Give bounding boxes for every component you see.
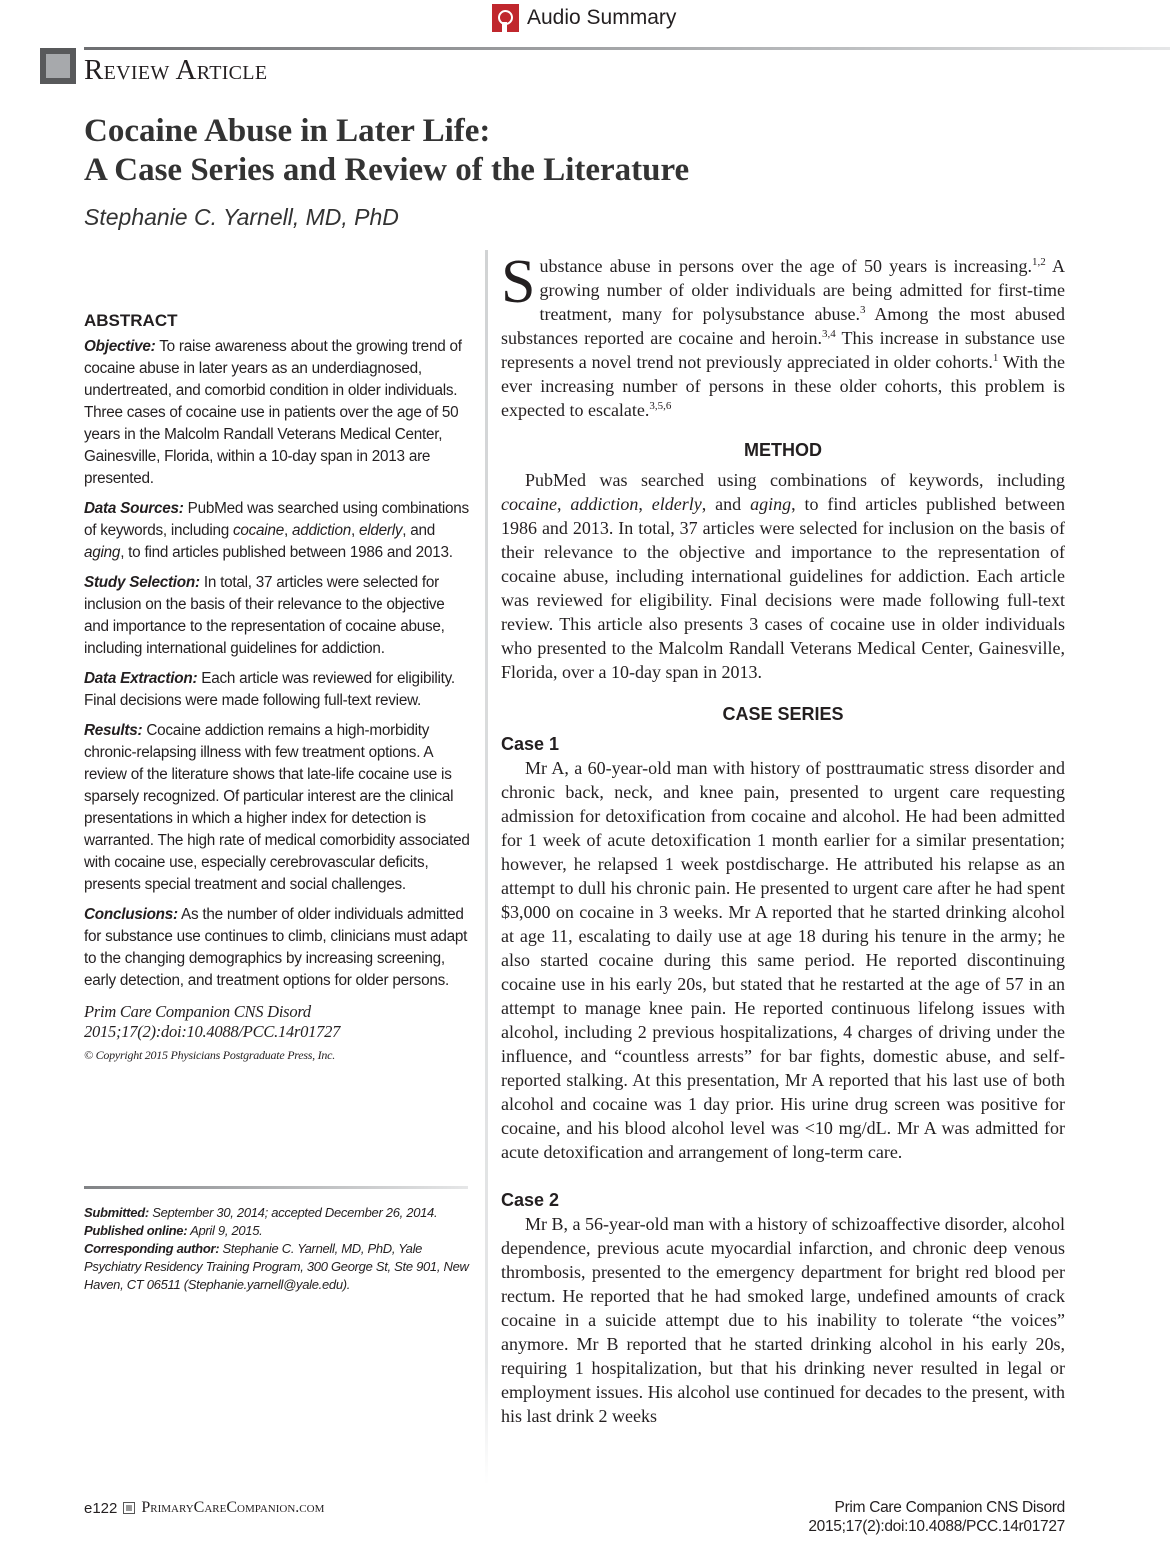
abstract [84, 310, 470, 1066]
abstract-objective [84, 336, 470, 490]
title-line-2: A Case Series and Review of the Literature [84, 152, 690, 188]
case2-heading: Case 2 [501, 1190, 560, 1210]
label: Study Selection: [84, 574, 200, 591]
citation-ref[interactable]: 1 [992, 352, 999, 364]
audio-summary-icon [492, 4, 519, 32]
abstract-data-extraction [84, 668, 470, 712]
keyword: addiction [570, 494, 639, 514]
abstract-data-sources [84, 498, 470, 564]
article-body [501, 248, 1066, 1428]
footer-doi: 2015;17(2):doi:10.4088/PCC.14r01727 [808, 1518, 1065, 1535]
article-type: Review Article [84, 54, 268, 86]
case2-paragraph: Mr B, a 56-year-old man with a history of schizoaffective disorder, alcohol dependence, previous acute myocardial infarction, and chronic deep venous thrombosis, presented to the emergency department for bright red blood per rectum. He reported that he had smoked large, undefined amounts of crack cocaine in a suicide attempt due to his inability to tolerate “the voices” anymore. Mr B reported that he started drinking alcohol in his early 20s, requiring 1 hospitalization, but that his drinking never resulted in legal or employment issues. His alcohol use continued for decades to the present, with his last drink 2 weeks [501, 1214, 1065, 1426]
text: , to find articles published between 1986 and 2013. [120, 544, 453, 561]
keyword: aging [84, 544, 121, 561]
case1-paragraph: Mr A, a 60-year-old man with history of posttraumatic stress disorder and chronic back, neck, and knee pain, presented to urgent care requesting admission for detoxification from cocaine and alcohol. He had been admitted for 1 week of acute detoxification 1 month earlier for a similar presentation; however, he relapsed 1 week postdischarge. He attributed his relapse as an attempt to dull his chronic pain. He presented to urgent care after he had spent $3,000 on cocaine in 3 weeks. Mr A reported that he started drinking alcohol at age 11, escalating to daily use at age 18 during his tenure in the army; he also started cocaine during this same period. He reported discontinuing cocaine use in his early 20s, but stated that he restarted at the age of 57 in an attempt to manage knee pain. He reported continuous lifelong issues with alcohol, including 2 previous hospitalizations, 4 charges of driving under the influence, and “countless arrests” for bar fights, domestic abuse, and self-reported stalking. At this presentation, Mr A reported that his last use of both alcohol and cocaine was 1 day prior. His urine drug screen was positive for cocaine, and his blood alcohol level was <10 mg/dL. Mr A was admitted for acute detoxification and arrangement of long-term care. [501, 758, 1065, 1162]
method-paragraph [501, 468, 1065, 684]
keyword: addiction [291, 522, 351, 539]
citation-ref[interactable]: 3,5,6 [649, 400, 672, 412]
abstract-divider [84, 1186, 468, 1189]
label: Results: [84, 722, 143, 739]
keyword: cocaine [501, 494, 557, 514]
section-square-icon [40, 48, 76, 84]
label: Objective: [84, 338, 156, 355]
case-series-heading: CASE SERIES [722, 704, 844, 724]
keyword: elderly [358, 522, 403, 539]
drop-cap: S [501, 248, 536, 316]
citation-ref[interactable]: 1,2 [1032, 256, 1046, 268]
text: , and [701, 494, 751, 514]
title-line-1: Cocaine Abuse in Later Life: [84, 113, 491, 149]
text: PubMed was searched using combinations of keywords, including [84, 500, 469, 539]
text: ubstance abuse in persons over the age of 50 years is increasing. [539, 256, 1033, 276]
footer-left [84, 1499, 324, 1517]
method-heading: METHOD [744, 440, 822, 460]
text: Cocaine addiction remains a high-morbidity chronic-relapsing illness with few treatment options. A review of the literature shows that late-life cocaine use is sparsely recognized. Of particular interest are the clinical presentations in which a higher index for detection is warranted. The high rate of medical comorbidity associated with cocaine use, especially cerebrovascular deficits, presents special treatment and social challenges. [84, 722, 470, 893]
text: , [556, 494, 571, 514]
submitted-date: September 30, 2014; accepted December 26, 2014. [148, 1205, 438, 1220]
citation-journal: Prim Care Companion CNS Disord [84, 1002, 311, 1021]
text: , [283, 522, 292, 539]
audio-summary-link[interactable] [492, 4, 676, 32]
text: , and [402, 522, 436, 539]
submission-info [84, 1204, 474, 1294]
text: This increase in substance use represents a novel trend not previously appreciated in older cohorts. [501, 328, 1065, 372]
abstract-heading: ABSTRACT [84, 311, 178, 330]
footer-journal: Prim Care Companion CNS Disord [834, 1499, 1065, 1516]
label: Data Sources: [84, 500, 184, 517]
site-link[interactable]: PrimaryCareCompanion.com [141, 1499, 325, 1516]
text: , to find articles published between 1986 and 2013. In total, 37 articles were selected for inclusion on the basis of their relevance to the objective and importance to the representation of cocaine abuse, including international guidelines for addiction. Each article was reviewed for eligibility. Final decisions were made following full-text review. This article also presents 3 cases of cocaine use in older individuals who presented to the Malcolm Randall Veterans Medical Center, Gainesville, Florida, over a 10-day span in 2013. [501, 494, 1066, 682]
corresponding-author: Stephanie C. Yarnell, MD, PhD, Yale Psychiatry Residency Training Program, 300 George St, Ste 901, New Haven, CT 06511 (Stephanie.yarnell@yale.edu). [84, 1241, 469, 1292]
footer-right [808, 1498, 1065, 1536]
label: Published online: [84, 1223, 188, 1238]
text: In total, 37 articles were selected for inclusion on the basis of their relevance to the objective and importance to the representation of cocaine abuse, including international guidelines for addiction. [84, 574, 445, 657]
copyright: © Copyright 2015 Physicians Postgraduate Press, Inc. [84, 1048, 335, 1062]
text: Each article was reviewed for eligibility. Final decisions were made following full-text review. [84, 670, 455, 709]
abstract-conclusions [84, 904, 470, 992]
citation [84, 1002, 470, 1042]
audio-summary-label: Audio Summary [527, 6, 677, 29]
text: Among the most abused substances reported are cocaine and heroin. [501, 304, 1065, 348]
footer-square-icon [123, 1502, 135, 1514]
header-rule [84, 47, 1170, 50]
label: Conclusions: [84, 906, 178, 923]
intro-paragraph [501, 248, 1066, 422]
label: Submitted: [84, 1205, 149, 1220]
author: Stephanie C. Yarnell, MD, PhD [84, 204, 399, 230]
text: As the number of older individuals admitted for substance use continues to climb, clinicians must adapt to the changing demographics by increasing screening, early detection, and treatment options for older persons. [84, 906, 468, 989]
text: A growing number of older individuals are being admitted for first-time treatment, many for polysubstance abuse. [539, 256, 1065, 324]
keyword: cocaine [233, 522, 284, 539]
label: Corresponding author: [84, 1241, 220, 1256]
article-title [84, 112, 689, 190]
column-divider [485, 250, 488, 1485]
citation-ref[interactable]: 3,4 [822, 328, 836, 340]
text: , [350, 522, 359, 539]
text: With the ever increasing number of persons in these older cohorts, this problem is expected to escalate. [501, 352, 1066, 420]
label: Data Extraction: [84, 670, 198, 687]
abstract-results [84, 720, 470, 896]
abstract-study-selection [84, 572, 470, 660]
citation-ref[interactable]: 3 [859, 304, 866, 316]
text: , [638, 494, 652, 514]
text: PubMed was searched using combinations of keywords, including [525, 470, 1065, 490]
text: To raise awareness about the growing trend of cocaine abuse in later years as an underdiagnosed, undertreated, and comorbid condition in older individuals. Three cases of cocaine use in patients over the age of 50 years in the Malcolm Randall Veterans Medical Center, Gainesville, Florida, within a 10-day span in 2013 are presented. [84, 338, 462, 487]
keyword: elderly [651, 494, 702, 514]
page-number: e122 [84, 1499, 118, 1517]
citation-doi: 2015;17(2):doi:10.4088/PCC.14r01727 [84, 1022, 341, 1041]
case1-heading: Case 1 [501, 734, 560, 754]
keyword: aging [750, 494, 792, 514]
published-date: April 9, 2015. [187, 1223, 263, 1238]
